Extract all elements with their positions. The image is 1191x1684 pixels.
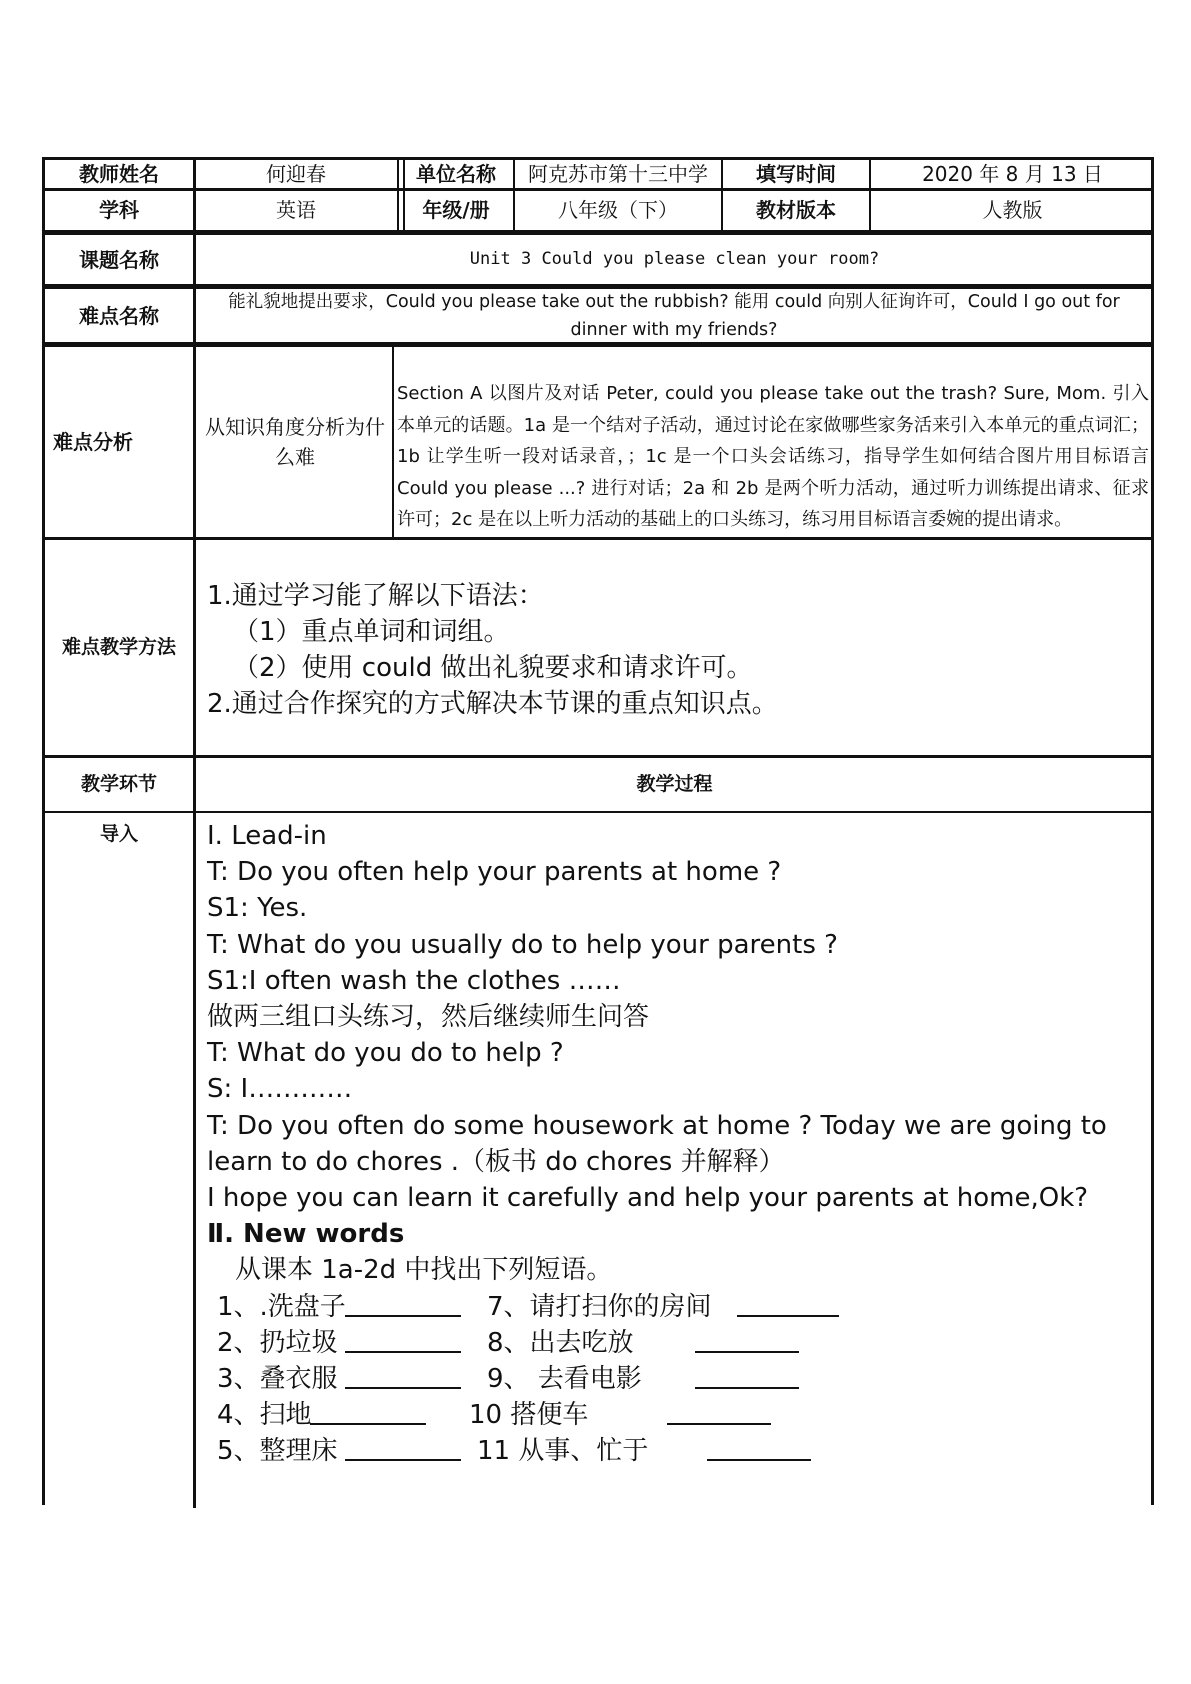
edition-label: 教材版本 (756, 198, 836, 222)
grade-label: 年级/册 (422, 198, 490, 222)
subject-label: 学科 (99, 198, 139, 222)
column-divider (193, 160, 196, 1508)
difficulty-label: 难点名称 (79, 303, 159, 328)
vocab-item: 7、请打扫你的房间 (487, 1291, 712, 1322)
column-divider (392, 345, 394, 537)
methods-label: 难点教学方法 (61, 636, 176, 659)
date-label: 填写时间 (756, 162, 836, 186)
vocab-item: 11 从事、忙于 (477, 1436, 649, 1467)
vocab-item: 1、.洗盘子 (217, 1291, 346, 1322)
methods-line: （1）重点单词和词组。 (233, 617, 510, 647)
dialogue-line: S1: Yes. (207, 893, 308, 924)
answer-blank[interactable] (345, 1289, 461, 1317)
answer-blank[interactable] (737, 1289, 839, 1317)
dialogue-line: T: What do you do to help ? (207, 1038, 564, 1069)
unit-value: 阿克苏市第十三中学 (528, 162, 708, 186)
answer-blank[interactable] (310, 1397, 426, 1425)
answer-blank[interactable] (695, 1325, 799, 1353)
row-divider (45, 811, 1151, 813)
intro-label: 导入 (99, 822, 138, 845)
topic-label: 课题名称 (79, 247, 159, 272)
subject-value: 英语 (276, 198, 316, 222)
methods-line: 1.通过学习能了解以下语法： (207, 581, 544, 611)
new-words-heading: Ⅱ. New words (207, 1219, 405, 1250)
row-divider (45, 537, 1151, 540)
vocab-item: 9、 去看电影 (487, 1364, 642, 1395)
vocab-item: 4、扫地 (217, 1400, 312, 1431)
answer-blank[interactable] (345, 1433, 461, 1461)
methods-content (207, 578, 1147, 722)
vocab-item: 2、扔垃圾 (217, 1327, 338, 1358)
methods-line: 2.通过合作探究的方式解决本节课的重点知识点。 (207, 689, 778, 719)
vocab-row (207, 1361, 1147, 1397)
answer-blank[interactable] (667, 1397, 771, 1425)
vocab-item: 10 搭便车 (469, 1400, 589, 1431)
answer-blank[interactable] (707, 1433, 811, 1461)
analysis-angle: 从知识角度分析为什么难 (205, 415, 385, 469)
vocab-row (207, 1289, 1147, 1325)
vocab-row (207, 1433, 1147, 1469)
topic-value: Unit 3 Could you please clean your room? (469, 249, 880, 270)
analysis-label: 难点分析 (53, 430, 133, 454)
new-words-instruction: 从课本 1a-2d 中找出下列短语。 (235, 1255, 613, 1286)
dialogue-line: 做两三组口头练习，然后继续师生问答 (207, 1002, 650, 1033)
dialogue-line: S1:I often wash the clothes …… (207, 965, 621, 996)
intro-content (207, 818, 1147, 1470)
answer-blank[interactable] (345, 1325, 461, 1353)
vocab-item: 5、整理床 (217, 1436, 338, 1467)
vocab-item: 8、出去吃放 (487, 1327, 634, 1358)
unit-label: 单位名称 (416, 162, 496, 186)
dialogue-line: T: Do you often help your parents at home ? (207, 857, 782, 888)
dialogue-paragraph: I hope you can learn it carefully and help your parents at home,Ok? (207, 1183, 1089, 1214)
date-value: 2020 年 8 月 13 日 (922, 162, 1103, 186)
lead-in-heading: Ⅰ. Lead-in (207, 821, 327, 851)
edition-value: 人教版 (982, 198, 1043, 222)
answer-blank[interactable] (345, 1361, 461, 1389)
teacher-value: 何迎春 (266, 162, 326, 186)
analysis-text: Section A 以图片及对话 Peter, could you please take out the trash? Sure, Mom. 引入本单元的话题。1a 是一个结对子活动，通过讨论在家做哪些家务活来引入本单元的重点词汇；1b 让学生听一段对话录音，；1c 是一个口头会话练习，指导学生如何结合图片用目标语言 Could you please ...? 进行对话；2a 和 2b 是两个听力活动，通过听力训练提出请求、征求许可；2c 是在以上听力活动的基础上的口头练习，练习用目标语言委婉的提出请求。 (397, 383, 1149, 530)
dialogue-paragraph: T: Do you often do some housework at home ? Today we are going to learn to do chores .（板书 do chores 并解释） (207, 1110, 1107, 1177)
stage-label: 教学环节 (80, 772, 157, 795)
vocab-row (207, 1325, 1147, 1361)
lesson-plan-table (42, 157, 1154, 1505)
process-label: 教学过程 (636, 772, 713, 795)
vocab-item: 3、叠衣服 (217, 1364, 338, 1395)
methods-line: （2）使用 could 做出礼貌要求和请求许可。 (233, 653, 753, 683)
dialogue-line: T: What do you usually do to help your parents ? (207, 929, 838, 960)
dialogue-line: S: I………… (207, 1074, 353, 1105)
difficulty-value: 能礼貌地提出要求，Could you please take out the rubbish? 能用 could 向别人征询许可，Could I go out for dinner with my friends? (228, 291, 1120, 340)
vocab-row (207, 1397, 1147, 1433)
answer-blank[interactable] (695, 1361, 799, 1389)
grade-value: 八年级（下） (558, 198, 678, 222)
teacher-label: 教师姓名 (79, 162, 159, 186)
